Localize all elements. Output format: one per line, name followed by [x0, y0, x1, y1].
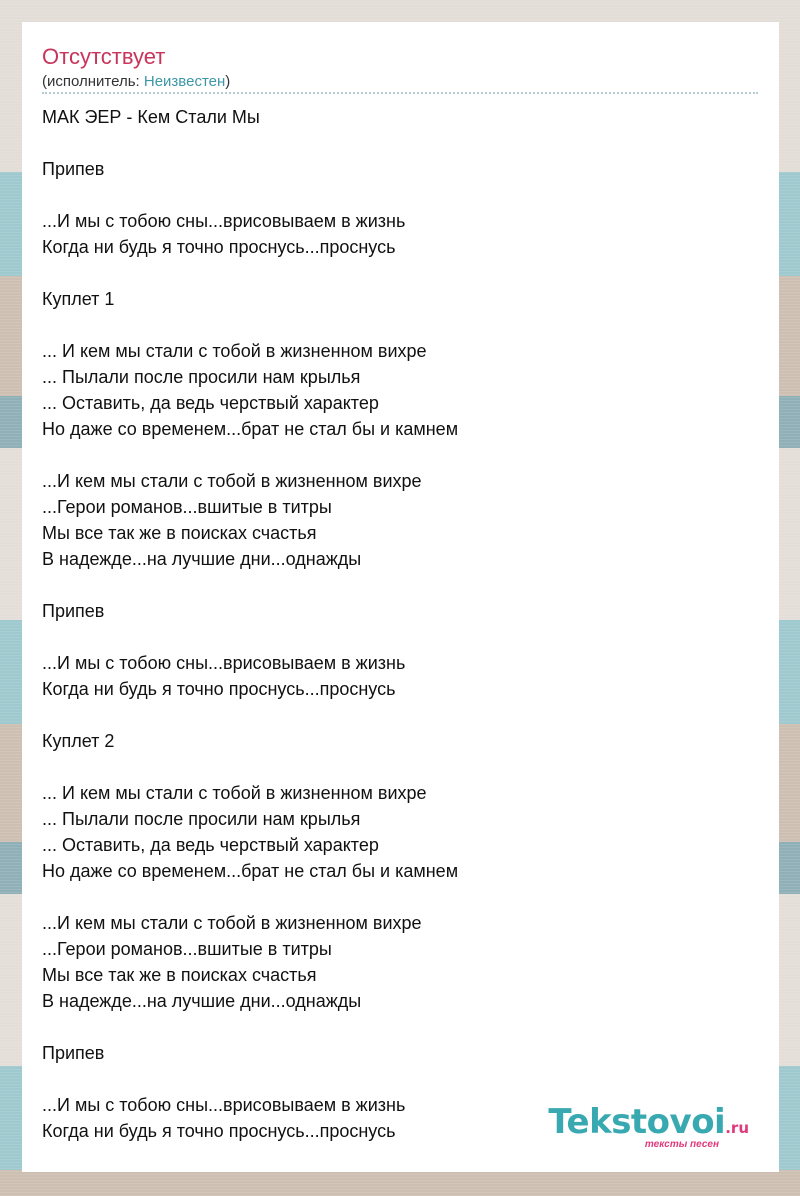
lyrics-line: Когда ни будь я точно проснусь...проснусь: [42, 1121, 396, 1141]
lyrics-line: Когда ни будь я точно проснусь...проснусь: [42, 237, 396, 257]
lyrics-line: ...И мы с тобою сны...врисовываем в жизнь: [42, 211, 406, 231]
lyrics-text: [42, 104, 758, 1144]
logo-name: Tekstovoi: [548, 1102, 726, 1142]
lyrics-line: Куплет 2: [42, 731, 115, 751]
lyrics-blank-line: [42, 182, 758, 208]
lyrics-blank-line: [42, 130, 758, 156]
performer-line: [42, 72, 758, 92]
lyrics-blank-line: [42, 572, 758, 598]
lyrics-line: ...Герои романов...вшитые в титры: [42, 497, 332, 517]
lyrics-line: Припев: [42, 601, 105, 621]
lyrics-line: Куплет 1: [42, 289, 115, 309]
logo-tagline: тексты песен: [644, 1139, 719, 1150]
lyrics-line: Когда ни будь я точно проснусь...проснусь: [42, 679, 396, 699]
performer-suffix: ): [225, 73, 231, 90]
lyrics-blank-line: [42, 702, 758, 728]
site-logo[interactable]: [548, 1102, 749, 1150]
performer-prefix: (исполнитель:: [42, 73, 144, 90]
performer-link[interactable]: Неизвестен: [143, 73, 226, 90]
lyrics-blank-line: [42, 312, 758, 338]
lyrics-line: ...И мы с тобою сны...врисовываем в жизнь: [42, 653, 406, 673]
lyrics-line: ...И кем мы стали с тобой в жизненном вихре: [42, 471, 422, 491]
lyrics-blank-line: [42, 1014, 758, 1040]
lyrics-blank-line: [42, 1066, 758, 1092]
logo-suffix: .ru: [725, 1119, 749, 1137]
lyrics-line: ...Герои романов...вшитые в титры: [42, 939, 332, 959]
lyrics-line: ... Оставить, да ведь черствый характер: [42, 835, 379, 855]
lyrics-line: ... И кем мы стали с тобой в жизненном вихре: [42, 341, 427, 361]
lyrics-blank-line: [42, 260, 758, 286]
lyrics-line: Припев: [42, 159, 105, 179]
lyrics-line: Припев: [42, 1043, 105, 1063]
lyrics-blank-line: [42, 884, 758, 910]
header-divider: [42, 92, 758, 94]
lyrics-line: МАК ЭЕР - Кем Стали Мы: [42, 107, 260, 127]
song-title: Отсутствует: [42, 44, 166, 69]
lyrics-card: [22, 22, 779, 1172]
lyrics-line: ...И мы с тобою сны...врисовываем в жизнь: [42, 1095, 406, 1115]
lyrics-line: ...И кем мы стали с тобой в жизненном вихре: [42, 913, 422, 933]
lyrics-line: ... И кем мы стали с тобой в жизненном вихре: [42, 783, 427, 803]
lyrics-line: Мы все так же в поисках счастья: [42, 523, 317, 543]
lyrics-line: В надежде...на лучшие дни...однажды: [42, 549, 362, 569]
lyrics-line: Но даже со временем...брат не стал бы и камнем: [42, 861, 459, 881]
lyrics-line: В надежде...на лучшие дни...однажды: [42, 991, 362, 1011]
lyrics-line: Но даже со временем...брат не стал бы и камнем: [42, 419, 459, 439]
lyrics-blank-line: [42, 442, 758, 468]
lyrics-blank-line: [42, 624, 758, 650]
song-header: [42, 44, 758, 92]
lyrics-blank-line: [42, 754, 758, 780]
lyrics-line: Мы все так же в поисках счастья: [42, 965, 317, 985]
lyrics-line: ... Пылали после просили нам крылья: [42, 809, 361, 829]
lyrics-line: ... Пылали после просили нам крылья: [42, 367, 361, 387]
lyrics-line: ... Оставить, да ведь черствый характер: [42, 393, 379, 413]
